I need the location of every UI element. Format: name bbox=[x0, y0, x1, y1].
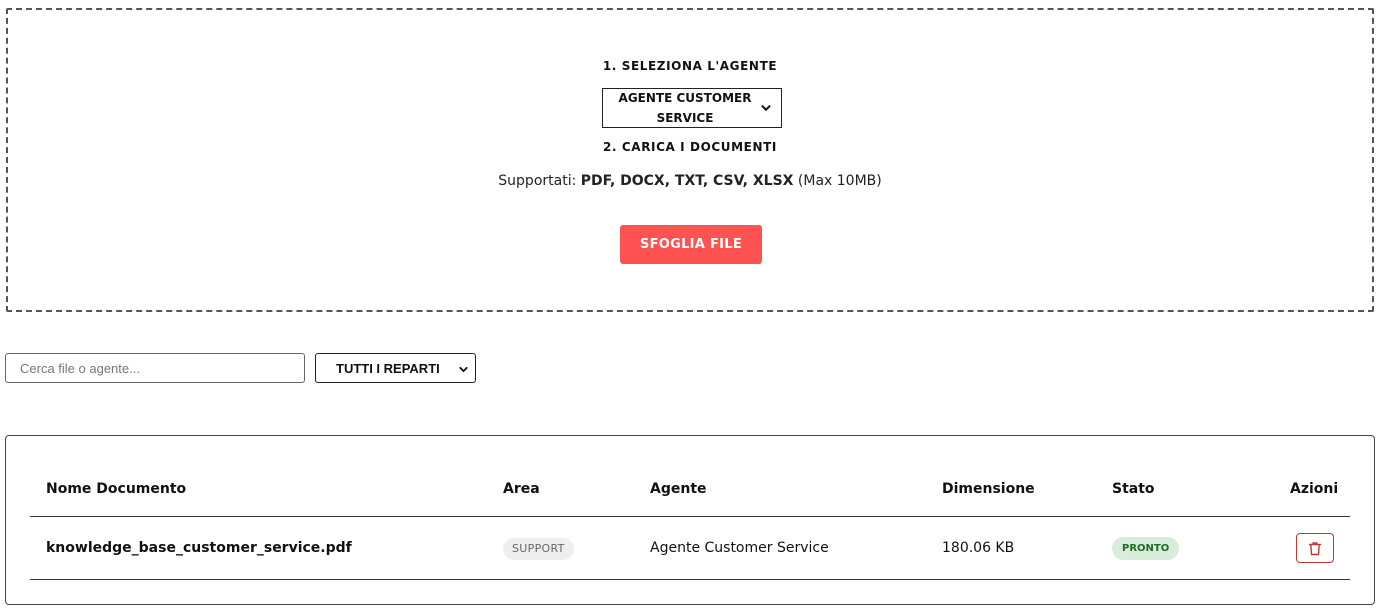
supported-formats: PDF, DOCX, TXT, CSV, XLSX bbox=[580, 173, 794, 189]
column-header-status: Stato bbox=[1112, 481, 1155, 497]
step2-label: 2. CARICA I DOCUMENTI bbox=[603, 140, 777, 154]
agent-select[interactable] bbox=[602, 88, 782, 128]
status-badge: PRONTO bbox=[1112, 537, 1179, 560]
agent-name: Agente Customer Service bbox=[650, 540, 829, 556]
chevron-down-icon bbox=[760, 102, 772, 114]
agent-select-value: AGENTE CUSTOMER SERVICE bbox=[618, 91, 752, 125]
delete-button[interactable] bbox=[1296, 533, 1334, 563]
upload-dropzone[interactable] bbox=[6, 8, 1374, 312]
header-divider bbox=[30, 516, 1350, 517]
browse-files-button[interactable]: SFOGLIA FILE bbox=[620, 225, 762, 264]
column-header-name: Nome Documento bbox=[46, 481, 187, 497]
documents-table bbox=[5, 435, 1375, 605]
column-header-size: Dimensione bbox=[942, 481, 1035, 497]
step1-label: 1. SELEZIONA L'AGENTE bbox=[602, 59, 778, 73]
supported-max-size: (Max 10MB) bbox=[793, 173, 882, 189]
trash-icon bbox=[1308, 541, 1322, 556]
department-select[interactable] bbox=[315, 353, 476, 383]
supported-prefix: Supportati: bbox=[498, 173, 581, 189]
document-name: knowledge_base_customer_service.pdf bbox=[46, 540, 352, 556]
column-header-area: Area bbox=[503, 481, 540, 497]
file-size: 180.06 KB bbox=[942, 540, 1015, 556]
column-header-agent: Agente bbox=[650, 481, 707, 497]
supported-formats-text bbox=[8, 173, 1372, 189]
area-badge: SUPPORT bbox=[503, 538, 574, 560]
chevron-down-icon bbox=[458, 364, 469, 375]
search-input[interactable] bbox=[5, 353, 305, 383]
row-divider bbox=[30, 579, 1350, 580]
column-header-actions: Azioni bbox=[1290, 481, 1339, 497]
department-select-value: TUTTI I REPARTI bbox=[336, 360, 440, 376]
